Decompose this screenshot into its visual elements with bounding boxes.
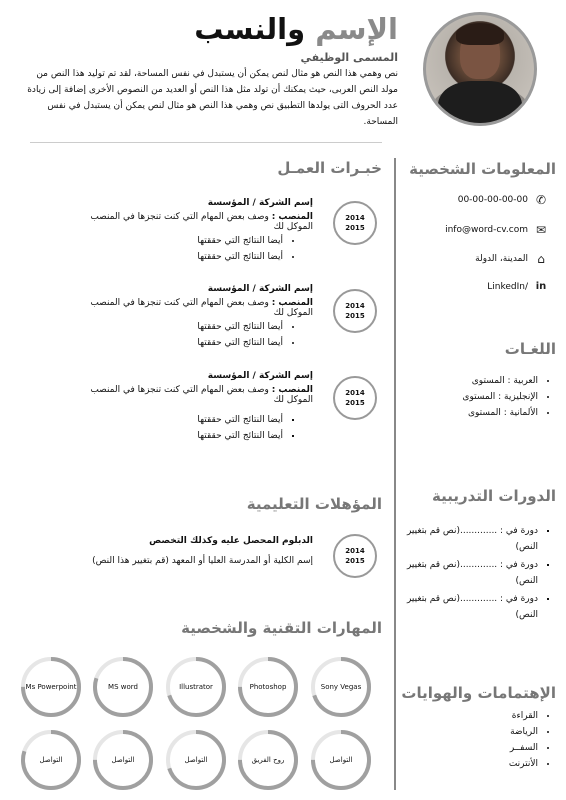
job-years-badge: 2014 2015 — [333, 289, 377, 333]
job-company: إسم الشركة / المؤسسة — [207, 284, 313, 294]
skill-label: Sony Vegas — [320, 683, 362, 691]
envelope-icon: ✉ — [535, 223, 547, 237]
course-item: ▪ دورة في : .............(نص قم بتغيير النص) — [402, 591, 538, 623]
skill-label: Photoshop — [249, 683, 287, 691]
skill-circle — [237, 656, 299, 718]
hobby-item: • القراءة — [509, 711, 538, 721]
languages-list — [462, 376, 552, 424]
skill-circle — [92, 656, 154, 718]
course-item: ▪ دورة في : .............(نص قم بتغيير النص) — [402, 523, 538, 555]
skill-circle — [237, 729, 299, 791]
column-divider — [394, 158, 396, 790]
skill-circle — [310, 656, 372, 718]
experience-title: خبـرات العمـل — [277, 159, 382, 177]
job-achievement: ▪ أيضا النتائج التي حققتها — [88, 431, 283, 441]
skill-label: التواصل — [329, 756, 353, 764]
skill-circle — [165, 656, 227, 718]
skill-circle — [20, 656, 82, 718]
courses-list — [402, 523, 552, 625]
skill-circle — [92, 729, 154, 791]
personal-info-title: المعلومات الشخصية — [409, 160, 556, 178]
skills-title: المهارات التقنية والشخصية — [181, 619, 382, 637]
profile-photo — [423, 12, 537, 126]
linkedin-icon: in — [535, 281, 547, 292]
course-item: ▪ دورة في : .............(نص قم بتغيير النص) — [402, 557, 538, 589]
edu-school: إسم الكلية أو المدرسة العليا أو المعهد (قم بتغيير هذا النص) — [92, 556, 313, 566]
last-name: والنسب — [194, 12, 306, 46]
hobbies-title: الإهتمامات والهوايات — [401, 684, 556, 702]
languages-title: اللغـات — [504, 340, 556, 358]
edu-years-badge: 2014 2015 — [333, 534, 377, 578]
job-company: إسم الشركة / المؤسسة — [207, 371, 313, 381]
home-icon: ⌂ — [537, 252, 545, 266]
job-years-badge: 2014 2015 — [333, 201, 377, 245]
skill-circle — [20, 729, 82, 791]
skill-circle — [165, 729, 227, 791]
job-achievement: ▪ أيضا النتائج التي حققتها — [88, 415, 283, 425]
linkedin-row — [487, 281, 548, 292]
job-years-badge: 2014 2015 — [333, 376, 377, 420]
job-position: المنصب : وصف بعض المهام التي كنت تنجزها في المنصب الموكل لك — [90, 385, 313, 405]
phone-icon: ✆ — [535, 193, 547, 207]
job-achievement: • أيضا النتائج التي حققتها — [88, 322, 283, 332]
name-heading — [194, 12, 398, 46]
phone-value: 00-00-00-00-00 — [457, 195, 528, 205]
skill-label: التواصل — [111, 756, 135, 764]
job-entry — [88, 284, 313, 354]
education-entry — [63, 536, 313, 566]
skill-label: Illustrator — [179, 683, 213, 691]
summary-text: نص وهمي هذا النص هو مثال لنص يمكن أن يستبدل في نفس المساحة، لقد تم توليد هذا النص من مولد النص العربى، حيث يمكنك أن تولد مثل هذا النص أو العديد من النصوص الأخرى إضافة إلى زيادة عدد الحروف التى يولدها التطبيق نص وهمي هذا النص هو مثال لنص يمكن أن يستبدل في نفس المساحة. — [27, 69, 398, 127]
header-divider — [30, 142, 382, 143]
language-item: • الإنجليزية : المستوى — [462, 392, 538, 402]
address-row — [475, 252, 548, 266]
linkedin-value: LinkedIn/ — [487, 281, 528, 292]
language-item: • العربية : المستوى — [462, 376, 538, 386]
address-value: المدينة، الدولة — [475, 254, 528, 264]
courses-title: الدورات التدريبية — [431, 487, 556, 505]
edu-degree: الدبلوم المحصل عليه وكذلك التخصص — [149, 536, 313, 546]
job-entry — [88, 198, 313, 268]
education-title: المؤهلات التعليمية — [246, 495, 382, 513]
email-value: info@word-cv.com — [445, 225, 528, 235]
job-company: إسم الشركة / المؤسسة — [207, 198, 313, 208]
job-title: المسمى الوظيفي — [300, 51, 398, 64]
email-row — [445, 223, 548, 237]
job-position: المنصب : وصف بعض المهام التي كنت تنجزها في المنصب الموكل لك — [90, 298, 313, 318]
job-achievement: • أيضا النتائج التي حققتها — [88, 338, 283, 348]
skill-circle — [310, 729, 372, 791]
hobby-item: • السفــر — [509, 743, 538, 753]
job-position: المنصب : وصف بعض المهام التي كنت تنجزها في المنصب الموكل لك — [90, 212, 313, 232]
skill-label: التواصل — [39, 756, 63, 764]
hobbies-list — [509, 711, 552, 775]
first-name: الإسم — [315, 12, 398, 46]
skill-label: التواصل — [184, 756, 208, 764]
phone-row — [458, 193, 548, 207]
job-achievement: • أيضا النتائج التي حققتها — [88, 252, 283, 262]
language-item: • الألمانية : المستوى — [462, 408, 538, 418]
skill-label: روح الفريق — [251, 756, 285, 764]
hobby-item: • الرياضة — [509, 727, 538, 737]
skill-label: Ms Powerpoint — [25, 683, 77, 691]
job-entry — [88, 371, 313, 447]
skill-label: MS word — [108, 683, 138, 691]
job-achievement: • أيضا النتائج التي حققتها — [88, 236, 283, 246]
hobby-item: • الأنترنت — [509, 759, 538, 769]
